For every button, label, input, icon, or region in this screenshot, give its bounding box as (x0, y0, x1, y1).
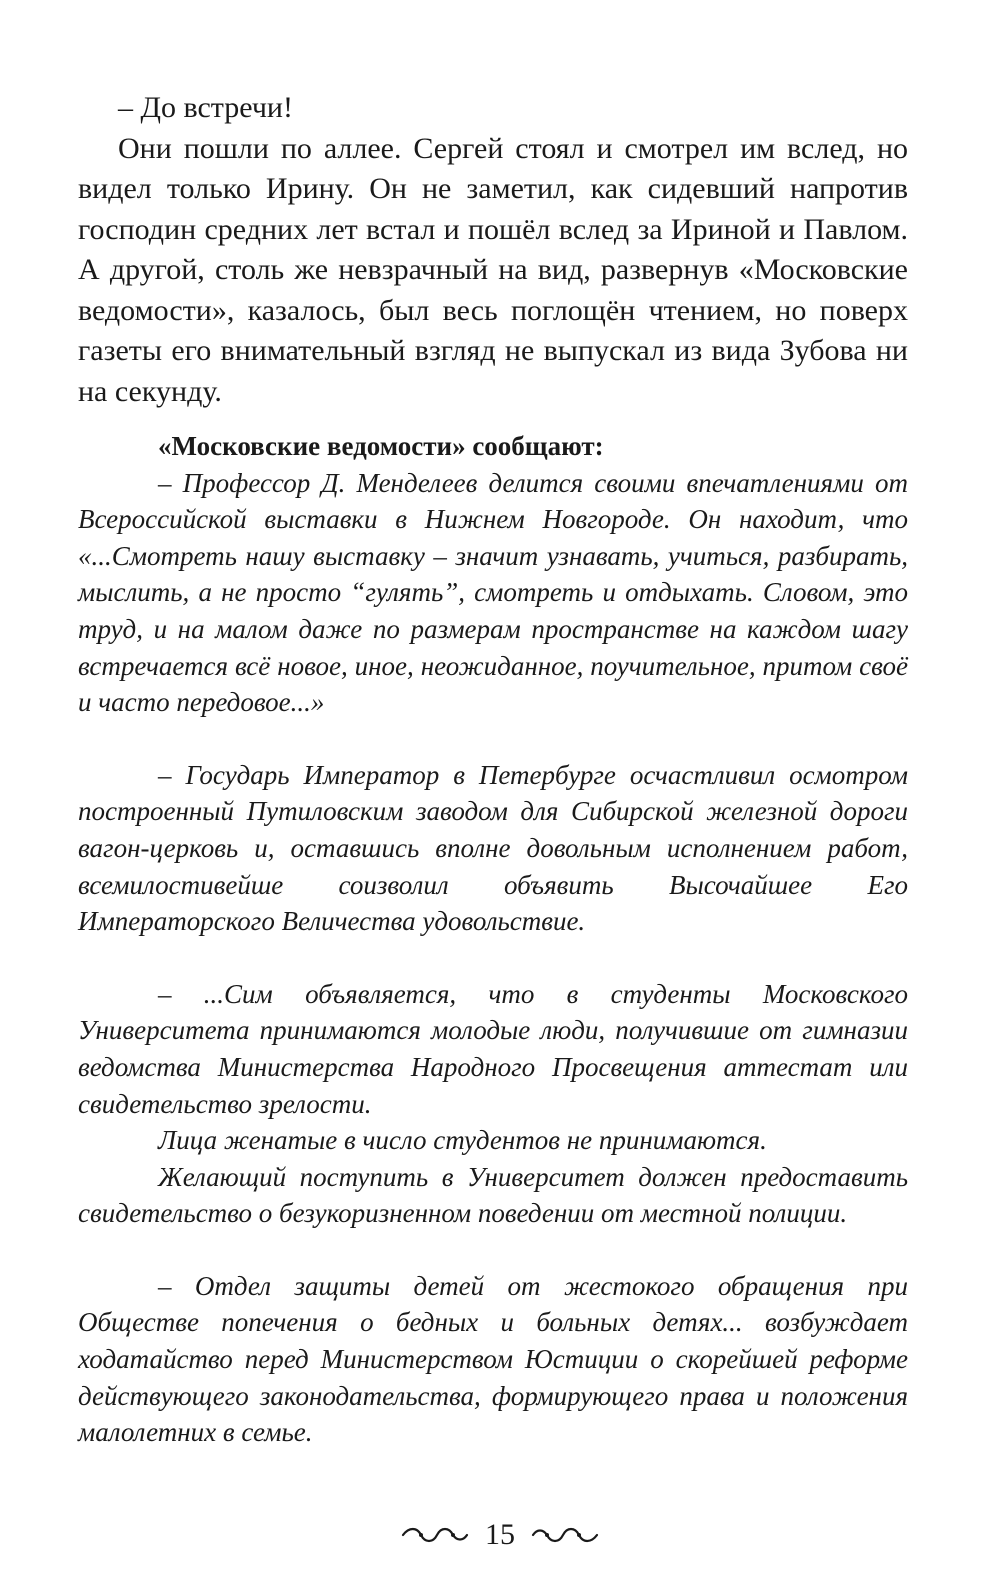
page-number: 15 (485, 1518, 515, 1551)
news-item-university-married: Лица женатые в число студентов не принимаются. (158, 1125, 767, 1156)
newspaper-excerpt (78, 428, 908, 1451)
narrative-text (78, 88, 908, 412)
flourish-right-icon (529, 1525, 601, 1545)
page-footer (0, 1512, 1000, 1558)
news-item-university-police: Желающий поступить в Университет должен предоставить свидетельство о безукоризненном поведении от местной полиции. (78, 1161, 908, 1229)
news-item-emperor: – Государь Император в Петербурге осчастливил осмотром построенный Путиловским заводом для Сибирской железной дороги вагон-церковь и, оставшись вполне довольным исполнением работ, всемилостивейше соизволил объявить Высочайшее Его Императорского Величества удовольствие. (78, 759, 908, 937)
narrative-paragraph: Они пошли по аллее. Сергей стоял и смотрел им вслед, но видел только Ирину. Он не заметил, как сидевший напротив господин средних лет встал и пошёл вслед за Ириной и Павлом. А другой, столь же невзрачный на вид, развернув «Московские ведомости», казалось, был весь поглощён чтением, но поверх газеты его внимательный взгляд не выпускал из вида Зубова ни на секунду. (78, 131, 908, 408)
flourish-left-icon (399, 1525, 471, 1545)
news-item-mendeleev: – Профессор Д. Менделеев делится своими впечатлениями от Всероссийской выставки в Нижнем Новгороде. Он находит, что «...Смотреть нашу выставку – значит узнавать, учиться, разбирать, мыслить, а не просто “гулять”, смотреть и отдыхать. Словом, это труд, и на малом даже по размерам пространстве на каждом шагу встречается всё новое, иное, неожиданное, поучительное, притом своё и часто передовое...» (78, 467, 908, 718)
newspaper-heading: «Московские ведомости» сообщают: (158, 431, 604, 461)
news-item-university: – ...Сим объявляется, что в студенты Московского Университета принимаются молодые люди, получившие от гимназии ведомства Министерства Народного Просвещения аттестат или свидетельство зрелости. (78, 978, 908, 1119)
news-item-children: – Отдел защиты детей от жестокого обращения при Обществе попечения о бедных и больных детях... возбуждает ходатайство перед Министерством Юстиции о скорейшей реформе действующего законодательства, формирующего права и положения малолетних в семье. (78, 1270, 908, 1448)
dialogue-line: – До встречи! (118, 91, 293, 124)
